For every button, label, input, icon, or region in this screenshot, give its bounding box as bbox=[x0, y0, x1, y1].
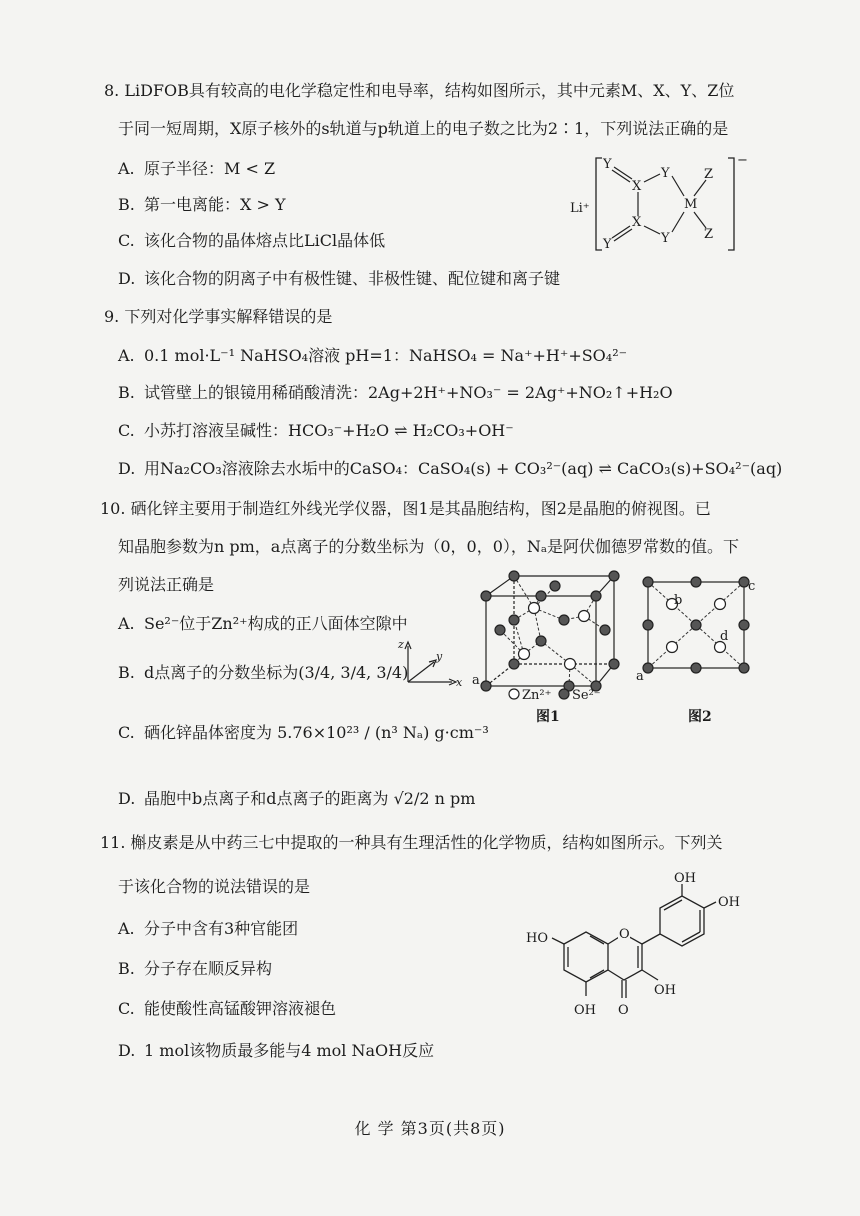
q8-option-b: B. 第一电离能：X > Y bbox=[118, 195, 286, 214]
li-cation-label: Li⁺ bbox=[570, 201, 590, 216]
se-ion bbox=[591, 591, 601, 601]
q10-stem-line2: 知晶胞参数为n pm，a点离子的分数坐标为（0，0，0），Nₐ是阿伏伽德罗常数的值。下 bbox=[118, 537, 740, 556]
q9-option-d: D. 用Na₂CO₃溶液除去水垢中的CaSO₄：CaSO₄(s) + CO₃²⁻(aq) ⇌ CaCO₃(s)+SO₄²⁻(aq) bbox=[118, 459, 783, 478]
se-ion bbox=[609, 571, 619, 581]
page-footer: 化 学 第3页(共8页) bbox=[354, 1119, 506, 1138]
q9-stem: 9. 下列对化学事实解释错误的是 bbox=[104, 307, 333, 326]
se-ion bbox=[509, 571, 519, 581]
q10-option-a: A. Se²⁻位于Zn²⁺构成的正八面体空隙中 bbox=[118, 614, 408, 633]
atom-y-bottom-left: Y bbox=[603, 237, 612, 252]
atom-y-top-right: Y bbox=[661, 166, 670, 181]
se-ion bbox=[509, 615, 519, 625]
quercetin-structure-figure bbox=[524, 871, 760, 1030]
atom-z-bottom: Z bbox=[704, 227, 714, 242]
se-ion bbox=[691, 620, 701, 630]
zn-ion bbox=[579, 611, 590, 622]
q8-stem-line2: 于同一短周期，X原子核外的s轨道与p轨道上的电子数之比为2∶1，下列说法正确的是 bbox=[118, 119, 729, 138]
fig2-caption: 图2 bbox=[688, 709, 712, 725]
q11-option-a: A. 分子中含有3种官能团 bbox=[118, 919, 299, 938]
se-ion bbox=[509, 659, 519, 669]
se-ion bbox=[536, 591, 546, 601]
point-a-label: a bbox=[472, 673, 480, 688]
q9-option-b: B. 试管壁上的银镜用稀硝酸清洗：2Ag+2H⁺+NO₃⁻ = 2Ag⁺+NO₂↑+H₂O bbox=[118, 383, 673, 402]
zn-ion bbox=[667, 642, 678, 653]
se-ion bbox=[643, 577, 653, 587]
atom-m: M bbox=[684, 197, 698, 212]
q10-option-d: D. 晶胞中b点离子和d点离子的距离为 √2/2 n pm bbox=[118, 789, 476, 808]
legend-se-marker bbox=[559, 689, 569, 699]
q10-option-b: B. d点离子的分数坐标为(3/4, 3/4, 3/4) bbox=[118, 663, 409, 682]
legend-se-label: Se²⁻ bbox=[572, 688, 601, 703]
atom-y-top-left: Y bbox=[603, 157, 612, 172]
point-a2-label: a bbox=[636, 669, 644, 684]
point-d-label: d bbox=[720, 629, 729, 644]
oh-right: OH bbox=[718, 895, 740, 910]
se-ion bbox=[643, 620, 653, 630]
se-ion bbox=[481, 591, 491, 601]
q9-option-a: A. 0.1 mol·L⁻¹ NaHSO₄溶液 pH=1：NaHSO₄ = Na⁺+H⁺+SO₄²⁻ bbox=[118, 346, 628, 365]
se-ion bbox=[609, 659, 619, 669]
fig1-caption: 图1 bbox=[536, 709, 560, 725]
q10-stem-line3: 列说法正确是 bbox=[118, 575, 215, 594]
axis-y-label: y bbox=[436, 650, 443, 663]
legend-zn-marker bbox=[509, 689, 519, 699]
axis-z-label: z bbox=[398, 638, 404, 651]
atom-y-bottom-right: Y bbox=[661, 231, 670, 246]
atom-x-bottom: X bbox=[632, 215, 642, 230]
q8-option-c: C. 该化合物的晶体熔点比LiCl晶体低 bbox=[118, 231, 386, 250]
q11-option-d: D. 1 mol该物质最多能与4 mol NaOH反应 bbox=[118, 1041, 435, 1060]
se-ion bbox=[600, 625, 610, 635]
znse-top-view-figure bbox=[636, 572, 760, 682]
oh-bottom: OH bbox=[574, 1003, 596, 1018]
se-ion bbox=[481, 681, 491, 691]
q11-option-c: C. 能使酸性高锰酸钾溶液褪色 bbox=[118, 999, 337, 1018]
se-ion bbox=[559, 615, 569, 625]
lidfob-structure-figure bbox=[560, 150, 750, 258]
q10-stem-line1: 10. 硒化锌主要用于制造红外线光学仪器，图1是其晶胞结构，图2是晶胞的俯视图。已 bbox=[100, 499, 711, 518]
se-ion bbox=[495, 625, 505, 635]
se-ion bbox=[739, 663, 749, 673]
se-ion bbox=[691, 577, 701, 587]
znse-unit-cell-figure bbox=[472, 566, 624, 703]
q8-option-a: A. 原子半径：M < Z bbox=[118, 159, 276, 178]
oh-c3: OH bbox=[654, 983, 676, 998]
axis-diagram bbox=[398, 636, 464, 688]
q10-option-c: C. 硒化锌晶体密度为 5.76×10²³ / (n³ Nₐ) g·cm⁻³ bbox=[118, 723, 489, 742]
zn-ion bbox=[519, 649, 530, 660]
ring-oxygen: O bbox=[619, 927, 630, 942]
se-ion bbox=[550, 581, 560, 591]
atom-z-top: Z bbox=[704, 167, 714, 182]
legend-zn-label: Zn²⁺ bbox=[522, 688, 552, 703]
zn-ion bbox=[529, 603, 540, 614]
zn-ion bbox=[565, 659, 576, 670]
atom-x-top: X bbox=[632, 179, 642, 194]
q11-option-b: B. 分子存在顺反异构 bbox=[118, 959, 273, 978]
ho-left: HO bbox=[526, 931, 548, 946]
se-ion bbox=[536, 636, 546, 646]
point-b-label: b bbox=[674, 593, 683, 608]
q8-option-d: D. 该化合物的阴离子中有极性键、非极性键、配位键和离子键 bbox=[118, 269, 561, 288]
q11-stem-line2: 于该化合物的说法错误的是 bbox=[118, 877, 311, 896]
point-c-label: c bbox=[748, 579, 756, 594]
se-ion bbox=[739, 620, 749, 630]
carbonyl-oxygen: O bbox=[618, 1003, 629, 1018]
oh-top: OH bbox=[674, 871, 696, 886]
axis-x-label: x bbox=[456, 676, 463, 689]
zn-ion bbox=[715, 599, 726, 610]
anion-charge: − bbox=[737, 153, 748, 168]
se-ion bbox=[643, 663, 653, 673]
q11-stem-line1: 11. 槲皮素是从中药三七中提取的一种具有生理活性的化学物质，结构如图所示。下列关 bbox=[100, 833, 723, 852]
se-ion bbox=[691, 663, 701, 673]
q8-stem-line1: 8. LiDFOB具有较高的电化学稳定性和电导率，结构如图所示，其中元素M、X、Y、Z位 bbox=[104, 81, 735, 100]
q9-option-c: C. 小苏打溶液呈碱性：HCO₃⁻+H₂O ⇌ H₂CO₃+OH⁻ bbox=[118, 421, 514, 440]
